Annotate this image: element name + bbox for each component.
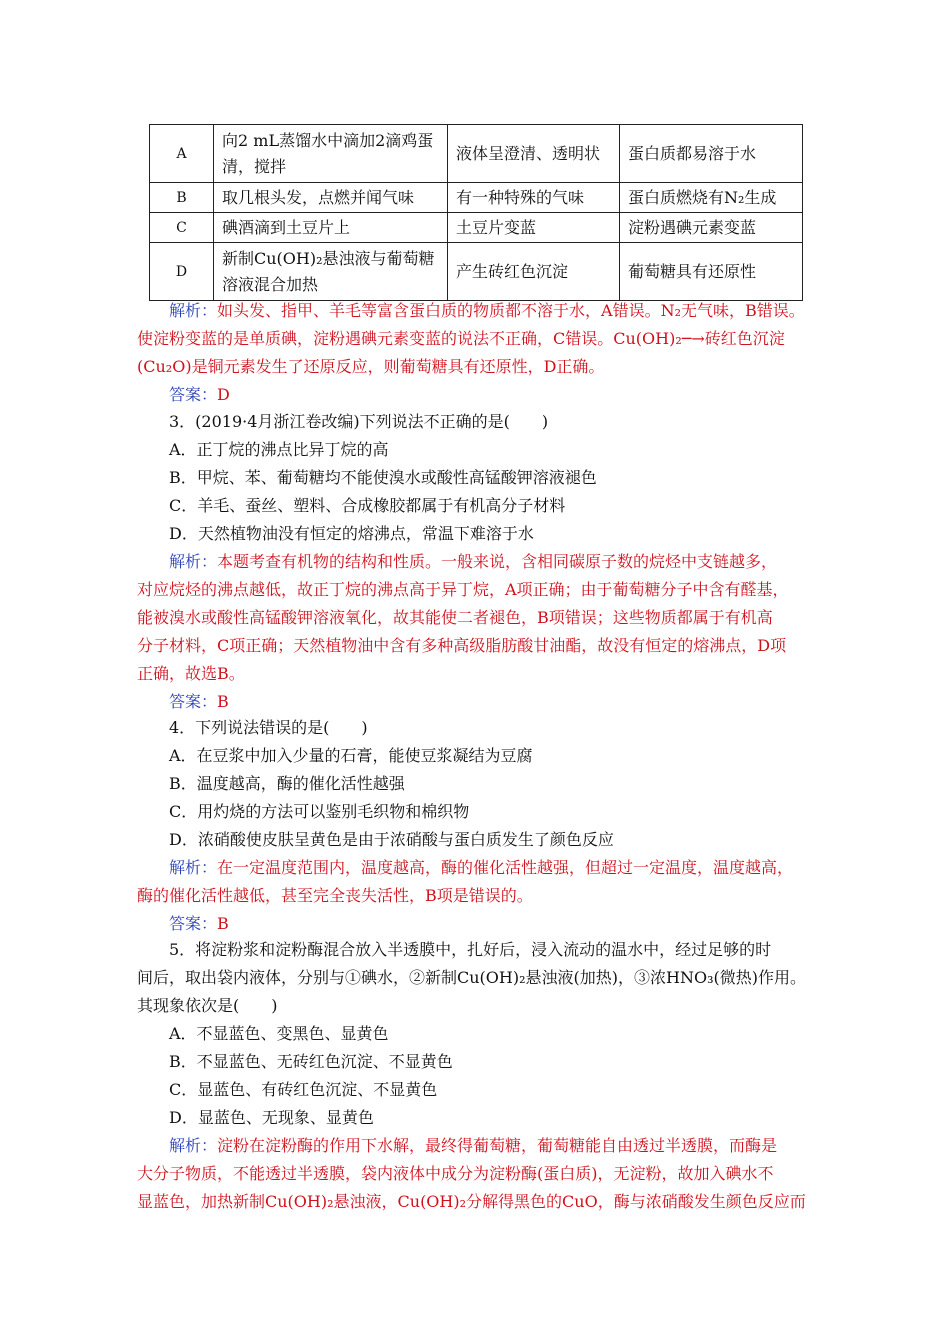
analysis-line: 在一定温度范围内，温度越高，酶的催化活性越强，但超过一定温度，温度越高，: [217, 858, 794, 877]
answer-value: B: [217, 914, 229, 933]
option-b: B．甲烷、苯、葡萄糖均不能使溴水或酸性高锰酸钾溶液褪色: [169, 468, 597, 487]
analysis-line: 分子材料，C项正确；天然植物油中含有多种高级脂肪酸甘油酯，故没有恒定的熔沸点，D项: [137, 636, 787, 655]
operation-cell: 新制Cu(OH)₂悬浊液与葡萄糖溶液混合加热: [214, 243, 448, 301]
table-row: [150, 125, 803, 183]
question-stem: 3．(2019·4月浙江卷改编)下列说法不正确的是( ): [169, 412, 549, 431]
option-a: A．在豆浆中加入少量的石膏，能使豆浆凝结为豆腐: [169, 746, 533, 765]
analysis-line: 大分子物质，不能透过半透膜，袋内液体中成分为淀粉酶(蛋白质)，无淀粉，故加入碘水不: [137, 1164, 774, 1183]
question-stem: 其现象依次是( ): [137, 996, 278, 1015]
row-letter: C: [150, 213, 214, 243]
table-row: [150, 243, 803, 301]
question-stem: 4．下列说法错误的是( ): [169, 718, 368, 737]
conclusion-cell: 蛋白质都易溶于水: [620, 125, 803, 183]
question-4: [137, 714, 827, 938]
option-d: D．浓硝酸使皮肤呈黄色是由于浓硝酸与蛋白质发生了颜色反应: [169, 830, 614, 849]
analysis-label: 解析：: [169, 1136, 218, 1155]
option-c: C．羊毛、蚕丝、塑料、合成橡胶都属于有机高分子材料: [169, 496, 566, 515]
option-c: C．用灼烧的方法可以鉴别毛织物和棉织物: [169, 802, 470, 821]
question-stem: 5．将淀粉浆和淀粉酶混合放入半透膜中，扎好后，浸入流动的温水中，经过足够的时: [169, 940, 772, 959]
row-letter: A: [150, 125, 214, 183]
question-5: [137, 936, 827, 1216]
table-row: [150, 183, 803, 213]
table-row: [150, 213, 803, 243]
phenomenon-cell: 有一种特殊的气味: [448, 183, 620, 213]
operation-cell: 向2 mL蒸馏水中滴加2滴鸡蛋清，搅拌: [214, 125, 448, 183]
answer-value: D: [217, 385, 230, 404]
analysis-label: 解析：: [169, 301, 218, 320]
analysis-line: 对应烷烃的沸点越低，故正丁烷的沸点高于异丁烷，A项正确；由于葡萄糖分子中含有醛基，: [137, 580, 789, 599]
phenomenon-cell: 产生砖红色沉淀: [448, 243, 620, 301]
option-a: A．不显蓝色、变黑色、显黄色: [169, 1024, 389, 1043]
q2-analysis: [137, 297, 827, 409]
analysis-line: 能被溴水或酸性高锰酸钾溶液氧化，故其能使二者褪色，B项错误；这些物质都属于有机高: [137, 608, 773, 627]
analysis-label: 解析：: [169, 552, 218, 571]
analysis-line: 使淀粉变蓝的是单质碘，淀粉遇碘元素变蓝的说法不正确，C错误。Cu(OH)₂─→砖红色沉淀: [137, 329, 785, 348]
analysis-line: 显蓝色，加热新制Cu(OH)₂悬浊液，Cu(OH)₂分解得黑色的CuO，酶与浓硝酸发生颜色反应而: [137, 1192, 806, 1211]
analysis-line: (Cu₂O)是铜元素发生了还原反应，则葡萄糖具有还原性，D正确。: [137, 357, 605, 376]
operation-cell: 取几根头发，点燃并闻气味: [214, 183, 448, 213]
analysis-line: 如头发、指甲、羊毛等富含蛋白质的物质都不溶于水，A错误。N₂无气味，B错误。: [217, 301, 805, 320]
analysis-label: 解析：: [169, 858, 218, 877]
answer-value: B: [217, 692, 229, 711]
conclusion-cell: 葡萄糖具有还原性: [620, 243, 803, 301]
analysis-line: 酶的催化活性越低，甚至完全丧失活性，B项是错误的。: [137, 886, 533, 905]
option-b: B．不显蓝色、无砖红色沉淀、不显黄色: [169, 1052, 453, 1071]
phenomenon-cell: 土豆片变蓝: [448, 213, 620, 243]
conclusion-cell: 蛋白质燃烧有N₂生成: [620, 183, 803, 213]
option-a: A．正丁烷的沸点比异丁烷的高: [169, 440, 389, 459]
row-letter: B: [150, 183, 214, 213]
operation-cell: 碘酒滴到土豆片上: [214, 213, 448, 243]
answer-line: [137, 381, 827, 409]
analysis-line: 本题考查有机物的结构和性质。一般来说，含相同碳原子数的烷烃中支链越多，: [217, 552, 778, 571]
option-d: D．天然植物油没有恒定的熔沸点，常温下难溶于水: [169, 524, 534, 543]
answer-label: 答案：: [169, 385, 218, 404]
answer-label: 答案：: [169, 914, 218, 933]
row-letter: D: [150, 243, 214, 301]
conclusion-cell: 淀粉遇碘元素变蓝: [620, 213, 803, 243]
question-3: [137, 408, 827, 716]
phenomenon-cell: 液体呈澄清、透明状: [448, 125, 620, 183]
analysis-line: 淀粉在淀粉酶的作用下水解，最终得葡萄糖，葡萄糖能自由透过半透膜，而酶是: [217, 1136, 778, 1155]
question-stem: 间后，取出袋内液体，分别与①碘水，②新制Cu(OH)₂悬浊液(加热)，③浓HNO₃(微热)作用。: [137, 968, 806, 987]
answer-label: 答案：: [169, 692, 218, 711]
option-c: C．显蓝色、有砖红色沉淀、不显黄色: [169, 1080, 438, 1099]
option-b: B．温度越高，酶的催化活性越强: [169, 774, 405, 793]
analysis-line: 正确，故选B。: [137, 664, 245, 683]
options-table: [149, 124, 803, 301]
answer-line: [137, 688, 827, 716]
option-d: D．显蓝色、无现象、显黄色: [169, 1108, 374, 1127]
answer-line: [137, 910, 827, 938]
